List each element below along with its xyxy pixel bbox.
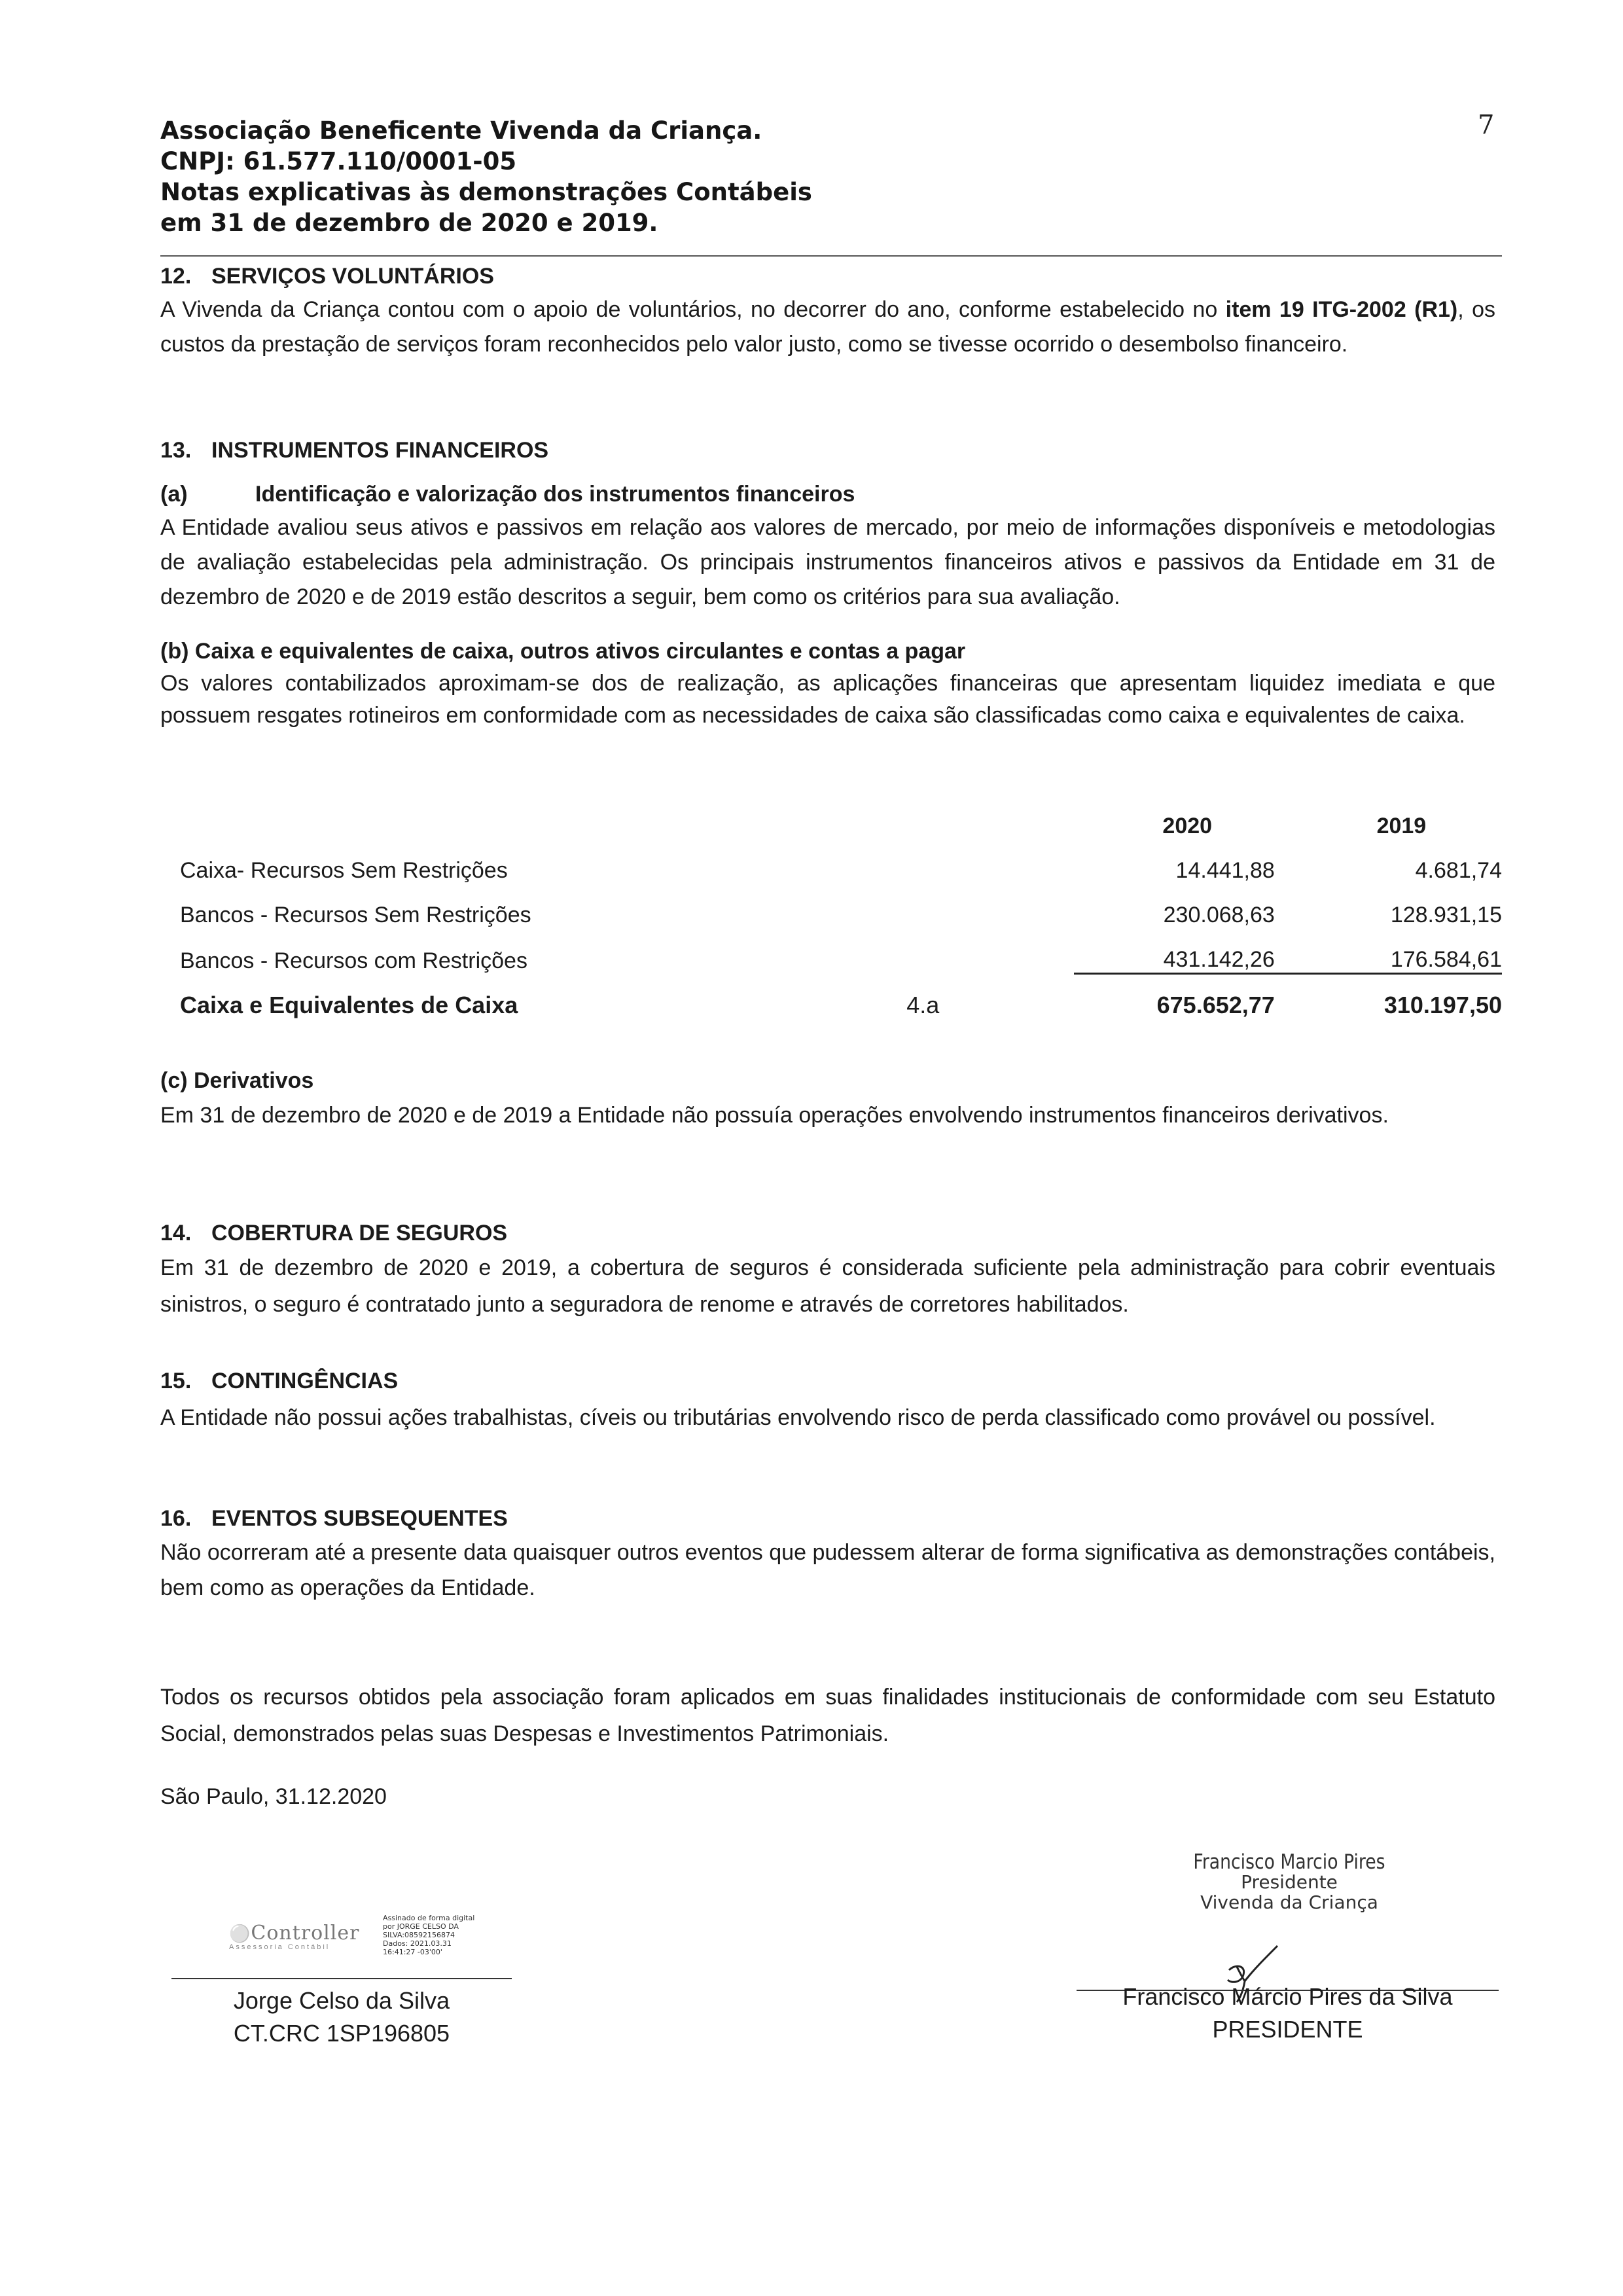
- note-reference: 4.a: [906, 992, 940, 1018]
- controller-logo: [229, 1922, 380, 1958]
- section-13c-title: (c) Derivativos: [160, 1068, 314, 1093]
- section-16-title: 16. EVENTOS SUBSEQUENTES: [160, 1506, 508, 1531]
- section-12: [160, 260, 1495, 362]
- section-15-text: A Entidade não possui ações trabalhistas, cíveis ou tributárias envolvendo risco de perda classificado como provável ou possível.: [160, 1405, 1436, 1430]
- place-date: São Paulo, 31.12.2020: [160, 1784, 387, 1809]
- table-row: Caixa- Recursos Sem Restrições 14.441,88 4.681,74: [180, 858, 1502, 883]
- section-14: [160, 1217, 1495, 1323]
- doc-title: Notas explicativas às demonstrações Contábeis: [160, 178, 812, 206]
- doc-date: em 31 de dezembro de 2020 e 2019.: [160, 209, 658, 237]
- section-15-title: 15. CONTINGÊNCIAS: [160, 1369, 399, 1393]
- section-13c: [160, 1065, 1495, 1134]
- org-cnpj: CNPJ: 61.577.110/0001-05: [160, 147, 517, 175]
- section-13b-text: Os valores contabilizados aproximam-se dos de realização, as aplicações financeiras que apresentam liquidez imediata e que possuem resgates rotineiros em conformidade com as necessidades de caixa são classificadas como caixa e equivalentes de caixa.: [160, 671, 1495, 728]
- section-12-text: A Vivenda da Criança contou com o apoio de voluntários, no decorrer do ano, conforme estabelecido no item 19 ITG-2002 (R1), os custos da prestação de serviços foram reconhecidos pelo valor justo, como se tivesse ocorrido o desembolso financeiro.: [160, 297, 1495, 357]
- section-16-text: Não ocorreram até a presente data quaisquer outros eventos que pudessem alterar de forma significativa as demonstrações contábeis, bem como as operações da Entidade.: [160, 1540, 1495, 1600]
- signer-left: [171, 1984, 512, 2050]
- section-13b-title: (b) Caixa e equivalentes de caixa, outros ativos circulantes e contas a pagar: [160, 639, 966, 664]
- signer-left-name: Jorge Celso da Silva: [233, 1987, 450, 2014]
- section-13: [160, 435, 1495, 732]
- table-row: Bancos - Recursos com Restrições 431.142,26 176.584,61: [160, 928, 1502, 974]
- section-14-title: 14. COBERTURA DE SEGUROS: [160, 1221, 508, 1246]
- section-16: [160, 1503, 1495, 1605]
- col-2020-header: 2020: [1162, 814, 1213, 838]
- document-header: [160, 115, 1404, 238]
- signer-right-name: Francisco Márcio Pires da Silva: [1122, 1983, 1453, 2010]
- col-2019-header: 2019: [1376, 814, 1427, 838]
- page-number: 7: [1478, 110, 1495, 140]
- header-divider: [160, 255, 1502, 257]
- table-total-row: Caixa e Equivalentes de Caixa 4.a 675.652,77 310.197,50: [160, 974, 1502, 1020]
- table-row: Bancos - Recursos Sem Restrições 230.068,63 128.931,15: [180, 903, 1502, 927]
- table-header-row: [160, 805, 1502, 839]
- section-12-title: 12. SERVIÇOS VOLUNTÁRIOS: [160, 264, 494, 289]
- logo-subtitle: Assessoria Contábil: [229, 1943, 330, 1951]
- section-13-title: 13. INSTRUMENTOS FINANCEIROS: [160, 438, 549, 463]
- section-13a-text: A Entidade avaliou seus ativos e passivos em relação aos valores de mercado, por meio de informações disponíveis e metodologias de avaliação estabelecidas pela administração. Os principais instrumentos financeiros ativos e passivos da Entidade em 31 de dezembro de 2020 e de 2019 estão descritos a seguir, bem como os critérios para sua avaliação.: [160, 515, 1495, 609]
- section-14-text: Em 31 de dezembro de 2020 e 2019, a cobertura de seguros é considerada suficiente pela administração para cobrir eventuais sinistros, o seguro é contratado junto a seguradora de renome e através de corretores habilitados.: [160, 1255, 1495, 1317]
- closing-statement: Todos os recursos obtidos pela associação foram aplicados em suas finalidades institucionais de conformidade com seu Estatuto Social, demonstrados pelas suas Despesas e Investimentos Patrimoniais.: [160, 1685, 1495, 1746]
- signer-left-crc: CT.CRC 1SP196805: [233, 2020, 450, 2047]
- section-13a-title: (a) Identificação e valorização dos instrumentos financeiros: [160, 482, 855, 507]
- org-name: Associação Beneficente Vivenda da Criança.: [160, 117, 762, 145]
- section-15: [160, 1365, 1495, 1438]
- signature-line-left: [171, 1978, 512, 1979]
- president-stamp: Francisco Marcio Pires Presidente Vivenda da Criança: [1193, 1850, 1385, 1913]
- cash-equivalents-table: [160, 805, 1502, 1019]
- signer-right: [1077, 1981, 1499, 2046]
- section-13c-text: Em 31 de dezembro de 2020 e de 2019 a Entidade não possuía operações envolvendo instrumentos financeiros derivativos.: [160, 1103, 1389, 1128]
- signer-right-role: PRESIDENTE: [1212, 2016, 1363, 2043]
- logo-text: Controller: [251, 1922, 360, 1945]
- digital-signature-stamp: Assinado de forma digital por JORGE CELSO DA SILVA:08592156874 Dados: 2021.03.31 16:41:27 -03'00': [383, 1914, 475, 1956]
- logo-mark-icon: ⚪: [229, 1924, 251, 1944]
